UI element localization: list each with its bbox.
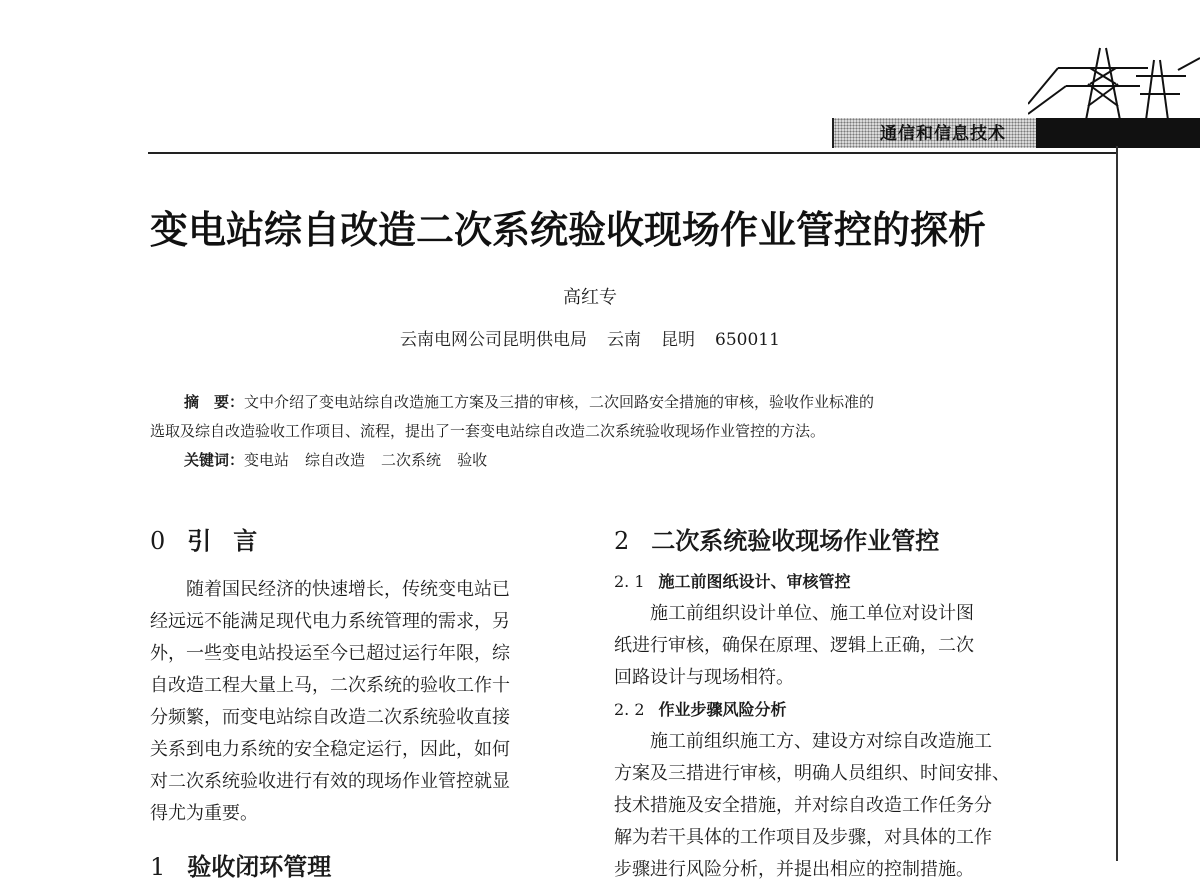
keywords-label: 关键词： [184, 451, 245, 469]
abstract-text-line: 选取及综自改造验收工作项目、流程，提出了一套变电站综自改造二次系统验收现场作业管控的方法。 [150, 422, 826, 440]
paragraph-line: 对二次系统验收进行有效的现场作业管控就显 [150, 771, 510, 792]
keyword: 综自改造 [305, 451, 366, 469]
paragraph-line: 步骤进行风险分析，并提出相应的控制措施。 [614, 859, 974, 880]
paragraph-line: 施工前组织设计单位、施工单位对设计图 [650, 603, 974, 624]
paragraph-line: 技术措施及安全措施，并对综自改造工作任务分 [614, 795, 992, 816]
keyword: 变电站 [244, 451, 290, 469]
paragraph-line: 随着国民经济的快速增长，传统变电站已 [186, 579, 510, 600]
section-heading [614, 520, 1048, 562]
affiliation-org: 云南电网公司昆明供电局 [400, 330, 588, 350]
section-heading [150, 846, 580, 888]
author-name: 高红专 [563, 287, 617, 308]
subsection-heading [614, 694, 1048, 726]
section-number: 2 [614, 527, 630, 555]
paragraph-line: 纸进行审核，确保在原理、逻辑上正确，二次 [614, 635, 974, 656]
keyword: 二次系统 [381, 451, 442, 469]
paragraph-line: 施工前组织施工方、建设方对综自改造施工 [650, 731, 992, 752]
left-column [150, 520, 580, 888]
paragraph-line: 自改造工程大量上马，二次系统的验收工作十 [150, 675, 510, 696]
header-rule [148, 152, 1116, 154]
right-column [614, 520, 1048, 886]
paragraph-line: 外，一些变电站投运至今已超过运行年限，综 [150, 643, 510, 664]
power-tower-icon [1028, 40, 1200, 122]
section-tag: 通信和信息技术 [880, 124, 1006, 144]
affiliation-postcode: 650011 [715, 330, 780, 350]
subsection-number: 2. 2 [614, 700, 645, 719]
abstract-label: 摘 要： [184, 393, 245, 411]
abstract-text-line: 文中介绍了变电站综自改造施工方案及三措的审核，二次回路安全措施的审核，验收作业标准的 [244, 393, 875, 411]
paragraph-line: 经远远不能满足现代电力系统管理的需求，另 [150, 611, 510, 632]
section-title: 引言 [187, 527, 280, 555]
keywords [150, 446, 1040, 475]
affiliation-province: 云南 [607, 330, 642, 350]
subsection-title: 施工前图纸设计、审核管控 [658, 572, 851, 591]
subsection-number: 2. 1 [614, 572, 645, 591]
right-margin-rule [1116, 146, 1118, 861]
subsection-title: 作业步骤风险分析 [658, 700, 787, 719]
paragraph-line: 方案及三措进行审核，明确人员组织、时间安排、 [614, 763, 1010, 784]
abstract [150, 388, 1040, 475]
section-title: 二次系统验收现场作业管控 [651, 527, 940, 555]
affiliation-city: 昆明 [661, 330, 696, 350]
paragraph-line: 得尤为重要。 [150, 803, 258, 824]
paragraph-line: 解为若干具体的工作项目及步骤，对具体的工作 [614, 827, 992, 848]
paragraph-line: 回路设计与现场相符。 [614, 667, 794, 688]
author-affiliation [0, 325, 1180, 350]
section-number: 1 [150, 853, 166, 881]
section-number: 0 [150, 527, 166, 555]
paragraph-line: 关系到电力系统的安全稳定运行，因此，如何 [150, 739, 510, 760]
section-title: 验收闭环管理 [187, 853, 332, 881]
article-title: 变电站综自改造二次系统验收现场作业管控的探析 [150, 208, 987, 252]
section-heading [150, 520, 580, 562]
paragraph-line: 分频繁，而变电站综自改造二次系统验收直接 [150, 707, 510, 728]
keyword: 验收 [457, 451, 488, 469]
subsection-heading [614, 566, 1048, 598]
